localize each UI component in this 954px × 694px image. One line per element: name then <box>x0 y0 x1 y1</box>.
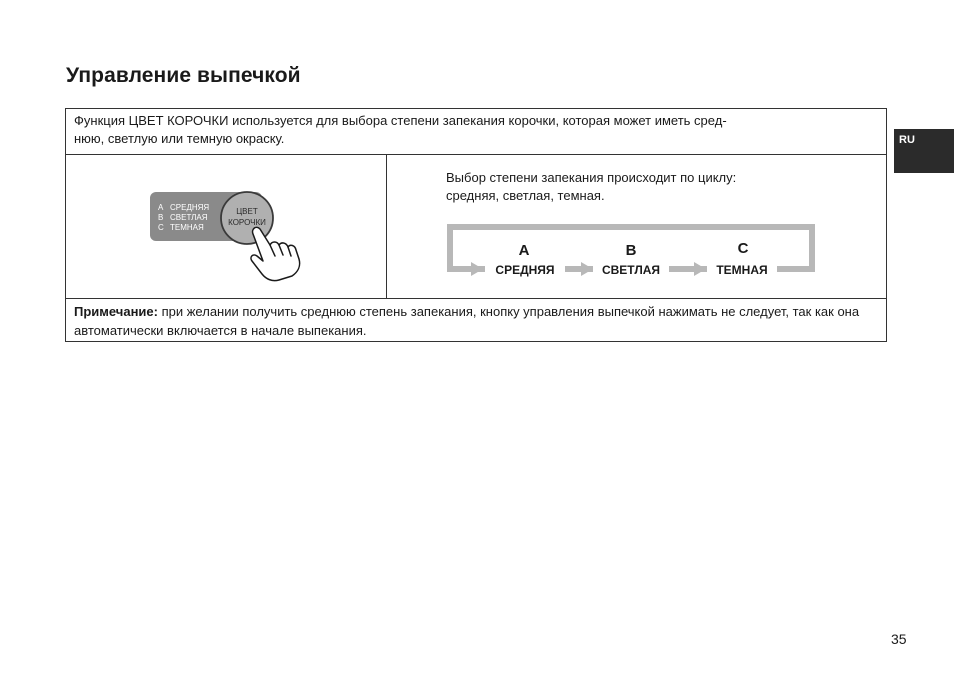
cycle-step-label-a: СРЕДНЯЯ <box>495 263 555 277</box>
page-title: Управление выпечкой <box>66 64 301 87</box>
pointing-hand-icon <box>251 227 300 280</box>
instruction-table <box>65 108 887 342</box>
illustration-row <box>66 155 886 299</box>
page-number: 35 <box>891 631 907 647</box>
panel-option-letter-b: B <box>158 213 164 222</box>
crust-button-label-line-2: КОРОЧКИ <box>228 218 266 227</box>
note-text: при желании получить среднюю степень запекания, кнопку управления выпечкой нажимать не следует, так как она автоматически включается в начале выпекания. <box>74 304 860 338</box>
language-tab-label: RU <box>899 134 915 146</box>
cycle-cell <box>387 155 886 298</box>
cycle-step-letter-b: B <box>625 242 637 259</box>
control-panel-illustration <box>66 155 386 298</box>
panel-option-label-b: СВЕТЛАЯ <box>170 213 208 222</box>
panel-option-label-c: ТЕМНАЯ <box>170 223 204 232</box>
control-panel-cell <box>66 155 387 298</box>
cycle-step-letter-a: A <box>518 242 530 259</box>
language-tab <box>894 129 954 173</box>
panel-option-label-a: СРЕДНЯЯ <box>170 203 210 212</box>
cycle-step-label-b: СВЕТЛАЯ <box>601 263 661 277</box>
cycle-diagram <box>387 155 887 298</box>
cycle-arrow-icon <box>581 262 593 276</box>
cycle-arrow-icon <box>694 262 706 276</box>
panel-option-letter-c: C <box>158 223 164 232</box>
intro-text-line-2: нюю, светлую или темную окраску. <box>74 131 285 146</box>
cycle-description-line-2: средняя, светлая, темная. <box>446 188 605 203</box>
cycle-description-line-1: Выбор степени запекания происходит по циклу: <box>446 170 737 185</box>
intro-text-line-1: Функция ЦВЕТ КОРОЧКИ используется для выбора степени запекания корочки, которая может иметь сред- <box>74 113 727 128</box>
note-row <box>66 299 886 341</box>
crust-button-label-line-1: ЦВЕТ <box>236 207 258 216</box>
cycle-arrow-icon <box>471 262 483 276</box>
intro-row <box>66 109 886 155</box>
panel-option-letter-a: A <box>158 203 164 212</box>
cycle-step-label-c: ТЕМНАЯ <box>716 263 768 277</box>
note-label: Примечание: <box>74 304 158 319</box>
cycle-step-letter-c: C <box>737 240 749 257</box>
